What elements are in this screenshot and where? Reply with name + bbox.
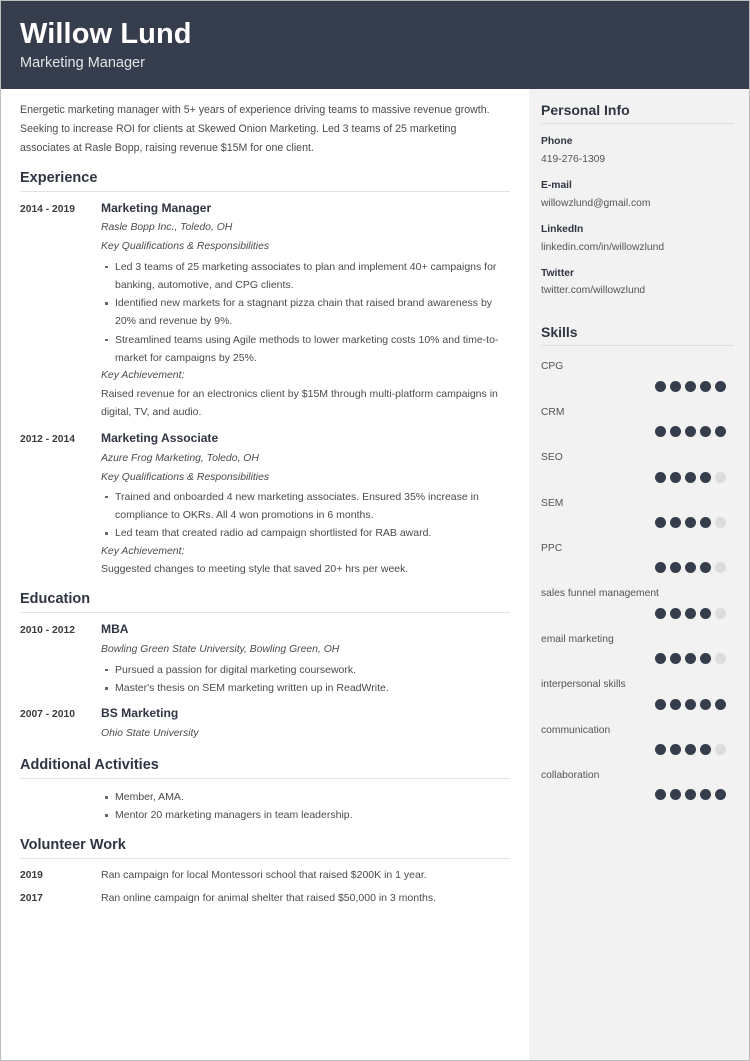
rating-dot-filled <box>655 608 666 619</box>
skill-item <box>541 678 734 709</box>
rating-dot-filled <box>700 789 711 800</box>
rating-dot-filled <box>700 517 711 528</box>
rating-dot-empty <box>715 608 726 619</box>
rating-dot-filled <box>670 789 681 800</box>
rating-dot-filled <box>715 789 726 800</box>
skill-rating-dots <box>541 653 734 664</box>
section-heading-experience: Experience <box>20 170 510 192</box>
skill-rating-dots <box>541 744 734 755</box>
contact-item-email <box>541 179 734 212</box>
entry-role: Marketing Manager <box>101 200 212 215</box>
contact-value[interactable]: linkedin.com/in/willowzlund <box>541 241 665 253</box>
activities-bullet-list <box>101 788 510 825</box>
skill-label: collaboration <box>541 770 600 782</box>
volunteer-description: Ran campaign for local Montessori school that raised $200K in 1 year. <box>101 868 427 881</box>
rating-dot-filled <box>685 426 696 437</box>
contact-item-linkedin <box>541 223 734 256</box>
entry-details <box>101 706 510 745</box>
achievement-label: Key Achievement: <box>101 545 185 557</box>
rating-dot-filled <box>700 653 711 664</box>
rating-dot-filled <box>670 381 681 392</box>
rating-dot-filled <box>670 699 681 710</box>
rating-dot-filled <box>685 699 696 710</box>
skill-item <box>541 542 734 573</box>
section-experience <box>20 170 510 579</box>
rating-dot-empty <box>715 517 726 528</box>
rating-dot-filled <box>670 653 681 664</box>
rating-dot-filled <box>655 562 666 573</box>
skill-rating-dots <box>541 789 734 800</box>
skill-item <box>541 497 734 528</box>
list-item: Led 3 teams of 25 marketing associates to plan and implement 40+ campaigns for banking, automotive, and CPG clients. <box>101 258 510 295</box>
contact-label: Phone <box>541 136 573 147</box>
rating-dot-filled <box>685 608 696 619</box>
resume-header <box>1 1 749 89</box>
candidate-job-title: Marketing Manager <box>20 55 145 72</box>
skill-rating-dots <box>541 517 734 528</box>
rating-dot-empty <box>715 744 726 755</box>
contact-item-twitter <box>541 267 734 300</box>
section-heading-activities: Additional Activities <box>20 757 510 779</box>
rating-dot-filled <box>700 426 711 437</box>
section-heading-volunteer: Volunteer Work <box>20 837 510 859</box>
education-entries <box>20 613 510 745</box>
section-volunteer-work <box>20 837 510 908</box>
rating-dot-filled <box>670 517 681 528</box>
skill-item <box>541 360 734 391</box>
entry-details <box>101 431 510 579</box>
rating-dot-empty <box>715 472 726 483</box>
rating-dot-filled <box>715 426 726 437</box>
entry-school: Ohio State University <box>101 728 199 740</box>
sidebar <box>529 89 749 1060</box>
rating-dot-filled <box>700 744 711 755</box>
skill-label: PPC <box>541 543 563 554</box>
achievement-text: Suggested changes to meeting style that saved 20+ hrs per week. <box>101 563 409 576</box>
entry-bullet-list <box>101 258 510 368</box>
skill-label: communication <box>541 724 611 736</box>
skills-list <box>541 360 734 800</box>
rating-dot-filled <box>685 789 696 800</box>
skill-label: CRM <box>541 406 565 418</box>
skill-item <box>541 769 734 800</box>
rating-dot-filled <box>700 472 711 483</box>
skill-label: SEM <box>541 497 564 509</box>
volunteer-row <box>20 868 510 885</box>
entry-subheading: Key Qualifications & Responsibilities <box>101 241 270 253</box>
rating-dot-filled <box>655 789 666 800</box>
rating-dot-filled <box>655 426 666 437</box>
skill-label: SEO <box>541 452 563 464</box>
contact-value[interactable]: willowzlund@gmail.com <box>541 197 651 209</box>
activities-list-wrap <box>20 779 510 825</box>
entry-degree: MBA <box>101 621 129 636</box>
list-item: Trained and onboarded 4 new marketing associates. Ensured 35% increase in compliance to OKRs. All 4 won promotions in 6 months. <box>101 488 510 525</box>
entry-dates: 2014 - 2019 <box>20 203 75 215</box>
rating-dot-empty <box>715 562 726 573</box>
skill-item <box>541 724 734 755</box>
entry-dates: 2010 - 2012 <box>20 624 75 636</box>
education-entry <box>20 706 510 745</box>
skill-rating-dots <box>541 381 734 392</box>
list-item: Streamlined teams using Agile methods to lower marketing costs 10% and time-to-market for campaigns by 25%. <box>101 331 510 368</box>
rating-dot-filled <box>685 562 696 573</box>
rating-dot-filled <box>655 699 666 710</box>
skill-rating-dots <box>541 472 734 483</box>
skill-rating-dots <box>541 608 734 619</box>
education-entry <box>20 622 510 697</box>
section-heading-education: Education <box>20 591 510 613</box>
sidebar-heading-skills: Skills <box>541 324 734 346</box>
rating-dot-filled <box>685 472 696 483</box>
experience-entry <box>20 201 510 422</box>
volunteer-year: 2019 <box>20 869 43 881</box>
rating-dot-filled <box>700 699 711 710</box>
rating-dot-filled <box>685 744 696 755</box>
list-item: Pursued a passion for digital marketing coursework. <box>101 661 510 679</box>
entry-degree: BS Marketing <box>101 706 179 721</box>
rating-dot-filled <box>700 381 711 392</box>
professional-summary: Energetic marketing manager with 5+ years of experience driving teams to massive revenue growth. Seeking to increase ROI for clients at Skewed Onion Marketing. Led 3 teams of 25 marketing associates at Rasle Bopp, raising revenue $15M for one client. <box>20 104 490 154</box>
skill-label: sales funnel management <box>541 588 659 600</box>
main-column <box>1 89 529 1060</box>
entry-details <box>101 201 510 422</box>
rating-dot-filled <box>685 517 696 528</box>
section-education <box>20 591 510 745</box>
entry-details <box>101 622 510 697</box>
entry-subheading: Key Qualifications & Responsibilities <box>101 471 270 483</box>
rating-dot-filled <box>655 653 666 664</box>
rating-dot-filled <box>715 699 726 710</box>
achievement-label: Key Achievement: <box>101 370 185 382</box>
skill-rating-dots <box>541 699 734 710</box>
rating-dot-filled <box>655 381 666 392</box>
rating-dot-filled <box>655 472 666 483</box>
rating-dot-empty <box>715 653 726 664</box>
rating-dot-filled <box>685 653 696 664</box>
volunteer-rows <box>20 859 510 908</box>
skill-item <box>541 451 734 482</box>
rating-dot-filled <box>670 608 681 619</box>
volunteer-year: 2017 <box>20 893 43 905</box>
list-item: Master's thesis on SEM marketing written up in ReadWrite. <box>101 679 510 697</box>
volunteer-description: Ran online campaign for animal shelter that raised $50,000 in 3 months. <box>101 892 437 905</box>
sidebar-heading-personal-info: Personal Info <box>541 102 734 124</box>
candidate-name: Willow Lund <box>20 17 192 50</box>
entry-bullet-list <box>101 488 510 543</box>
contact-label: Twitter <box>541 267 574 279</box>
entry-bullet-list <box>101 661 510 698</box>
rating-dot-filled <box>715 381 726 392</box>
skill-label: CPG <box>541 361 564 373</box>
rating-dot-filled <box>670 562 681 573</box>
skill-item <box>541 587 734 618</box>
rating-dot-filled <box>655 517 666 528</box>
rating-dot-filled <box>700 608 711 619</box>
rating-dot-filled <box>655 744 666 755</box>
list-item: Member, AMA. <box>101 788 510 806</box>
skill-rating-dots <box>541 562 734 573</box>
contact-label: LinkedIn <box>541 223 584 235</box>
rating-dot-filled <box>670 426 681 437</box>
resume-body <box>1 89 749 1060</box>
rating-dot-filled <box>685 381 696 392</box>
list-item: Mentor 20 marketing managers in team leadership. <box>101 806 510 824</box>
entry-organization: Azure Frog Marketing, Toledo, OH <box>101 452 259 464</box>
skill-label: interpersonal skills <box>541 679 626 691</box>
contact-label: E-mail <box>541 179 572 191</box>
list-item: Identified new markets for a stagnant pizza chain that raised brand awareness by 20% and revenue by 9%. <box>101 294 510 331</box>
volunteer-row <box>20 891 510 908</box>
skill-item <box>541 406 734 437</box>
entry-organization: Rasle Bopp Inc., Toledo, OH <box>101 222 233 234</box>
contact-value[interactable]: 419-276-1309 <box>541 153 606 165</box>
rating-dot-filled <box>670 472 681 483</box>
skill-item <box>541 633 734 664</box>
contact-value[interactable]: twitter.com/willowzlund <box>541 285 646 297</box>
achievement-text: Raised revenue for an electronics client by $15M through multi-platform campaigns in digital, TV, and audio. <box>101 387 498 419</box>
rating-dot-filled <box>700 562 711 573</box>
entry-role: Marketing Associate <box>101 430 219 445</box>
skill-label: email marketing <box>541 633 614 645</box>
skill-rating-dots <box>541 426 734 437</box>
rating-dot-filled <box>670 744 681 755</box>
entry-school: Bowling Green State University, Bowling Green, OH <box>101 643 340 655</box>
entry-dates: 2007 - 2010 <box>20 709 75 721</box>
experience-entry <box>20 431 510 579</box>
contact-item-phone <box>541 135 734 168</box>
entry-dates: 2012 - 2014 <box>20 433 75 445</box>
section-additional-activities <box>20 757 510 825</box>
list-item: Led team that created radio ad campaign shortlisted for RAB award. <box>101 524 510 542</box>
experience-entries <box>20 192 510 579</box>
